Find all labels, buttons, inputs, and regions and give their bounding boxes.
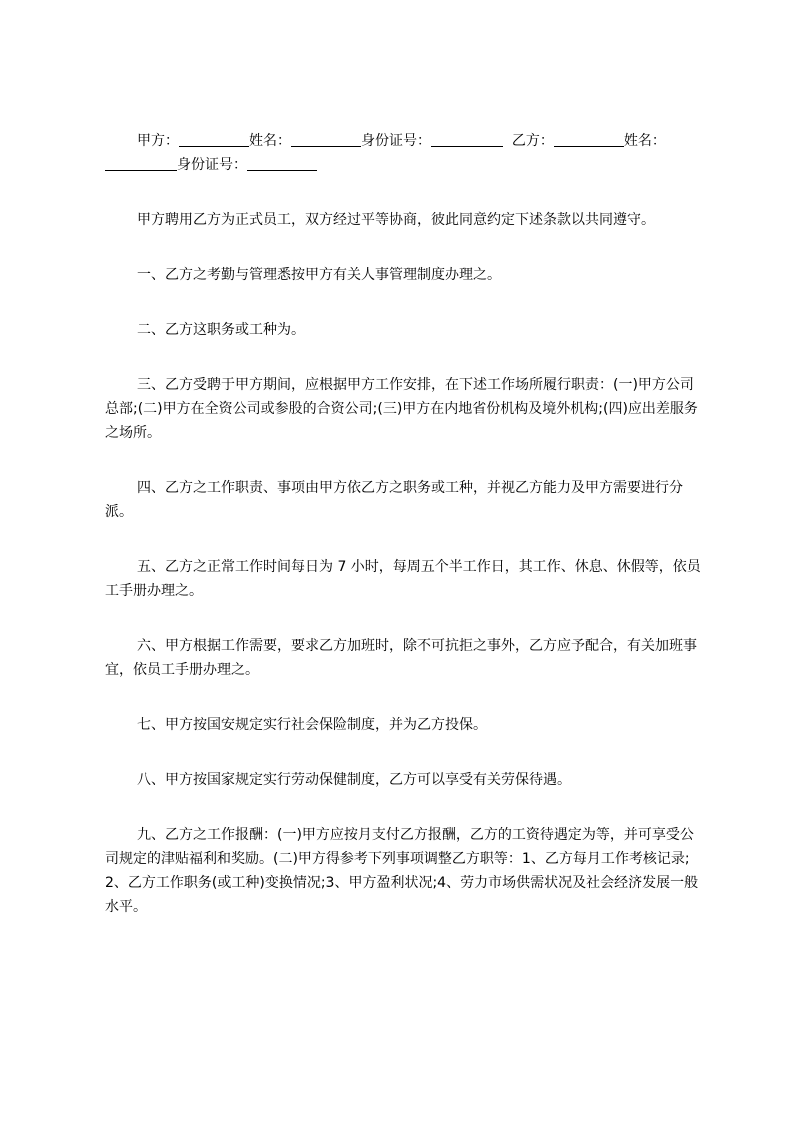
party-a-id-blank xyxy=(431,130,503,147)
parties-info xyxy=(105,129,701,177)
clause-7-paragraph: 七、甲方按国安规定实行社会保险制度，并为乙方投保。 xyxy=(137,717,487,733)
party-b-id-blank xyxy=(247,154,317,171)
clause-4-paragraph: 四、乙方之工作职责、事项由甲方依乙方之职务或工种，并视乙方能力及甲方需要进行分派。 xyxy=(105,480,683,520)
party-a-name-label: 姓名： xyxy=(249,133,291,149)
party-a-label: 甲方： xyxy=(137,133,179,149)
party-b-label: 乙方： xyxy=(511,133,554,149)
party-b-name-label: 姓名： xyxy=(623,133,666,149)
clause-9-paragraph: 九、乙方之工作报酬：(一)甲方应按月支付乙方报酬，乙方的工资待遇定为等，并可享受公司规定的津贴福利和奖励。(二)甲方得参考下列事项调整乙方职等：1、乙方每月工作考核记录;2、乙方工作职务(或工种)变换情况;3、甲方盈利状况;4、劳力市场供需状况及社会经济发展一般水平。 xyxy=(105,827,699,915)
party-b-id-label: 身份证号： xyxy=(177,157,247,173)
clause-8-paragraph: 八、甲方按国家规定实行劳动保健制度，乙方可以享受有关劳保待遇。 xyxy=(137,772,571,788)
party-b-blank xyxy=(554,130,624,147)
party-b-name-blank xyxy=(105,154,177,171)
party-a-name-blank xyxy=(291,130,361,147)
clause-2-paragraph: 二、乙方这职务或工种为。 xyxy=(137,322,305,338)
contract-body xyxy=(105,129,701,950)
clause-5-paragraph: 五、乙方之正常工作时间每日为 7 小时，每周五个半工作日，其工作、休息、休假等，依员工手册办理之。 xyxy=(105,559,701,599)
party-a-id-label: 身份证号： xyxy=(361,133,431,149)
clause-3-paragraph: 三、乙方受聘于甲方期间，应根据甲方工作安排，在下述工作场所履行职责：(一)甲方公司总部;(二)甲方在全资公司或参股的合资公司;(三)甲方在内地省份机构及境外机构;(四)应出差服务之场所。 xyxy=(105,377,698,441)
clause-1-paragraph: 一、乙方之考勤与管理悉按甲方有关人事管理制度办理之。 xyxy=(137,267,501,283)
clause-6-paragraph: 六、甲方根据工作需要，要求乙方加班时，除不可抗拒之事外，乙方应予配合，有关加班事宜，依员工手册办理之。 xyxy=(105,638,697,678)
contract-intro-paragraph: 甲方聘用乙方为正式员工，双方经过平等协商，彼此同意约定下述条款以共同遵守。 xyxy=(137,212,655,228)
party-a-blank xyxy=(179,130,249,147)
